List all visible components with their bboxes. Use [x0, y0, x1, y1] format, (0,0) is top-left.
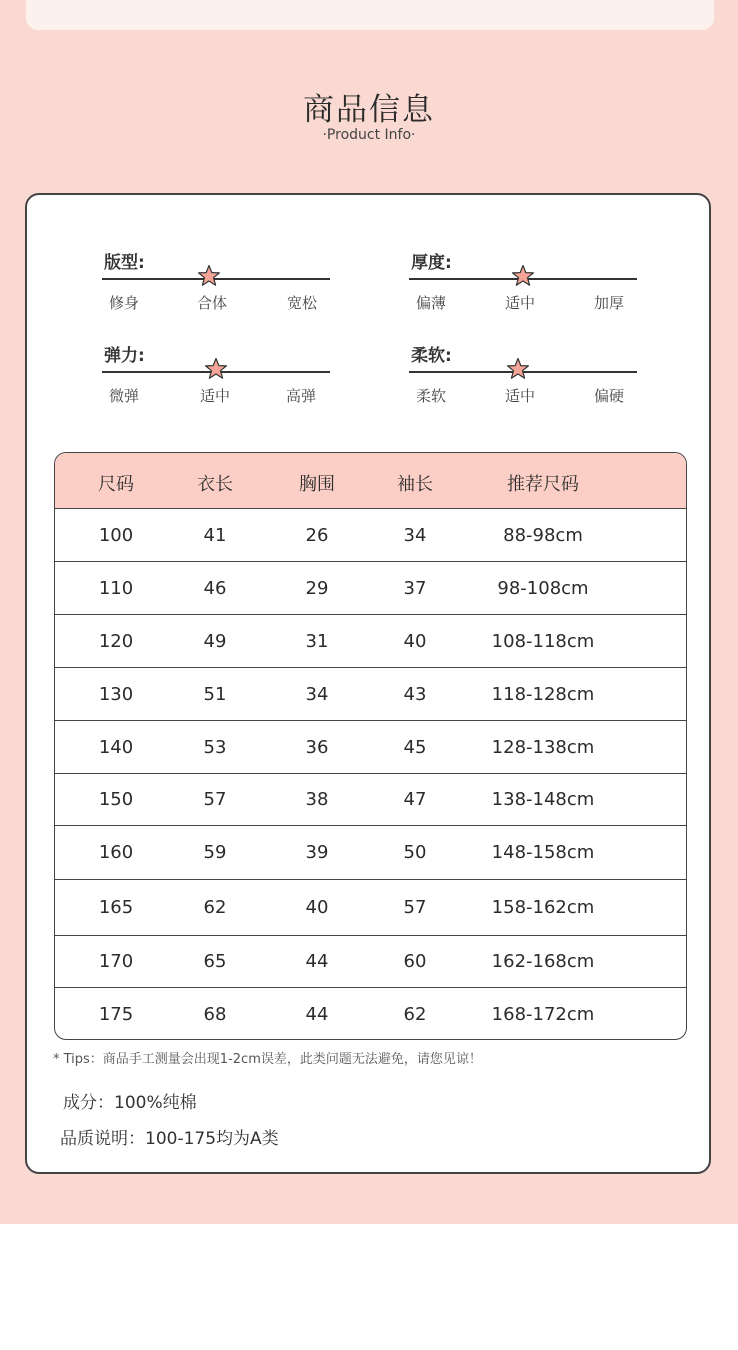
table-cell: 34: [403, 525, 427, 546]
table-cell: 39: [305, 842, 329, 863]
table-cell: 44: [305, 1004, 329, 1025]
attribute-thickness: [409, 248, 639, 318]
table-cell: 175: [98, 1004, 134, 1025]
table-row: [55, 509, 686, 562]
table-cell: 46: [203, 578, 227, 599]
star-marker-icon: [506, 357, 530, 381]
table-cell: 59: [203, 842, 227, 863]
table-cell: 34: [305, 684, 329, 705]
attribute-option: 修身: [109, 294, 140, 312]
table-cell: 108-118cm: [491, 631, 595, 652]
table-cell: 49: [203, 631, 227, 652]
quality-text: 品质说明：100-175均为A类: [60, 1129, 279, 1149]
table-row: [55, 936, 686, 988]
table-row: [55, 880, 686, 936]
table-cell: 57: [203, 789, 227, 810]
table-cell: 43: [403, 684, 427, 705]
star-marker-icon: [511, 264, 535, 288]
table-cell: 98-108cm: [497, 578, 589, 599]
attribute-option: 偏硬: [594, 387, 625, 405]
table-cell: 165: [98, 897, 134, 918]
attribute-label: 弹力:: [104, 346, 145, 366]
tips-note: * Tips：商品手工测量会出现1-2cm误差，此类问题无法避免，请您见谅！: [53, 1052, 482, 1067]
table-cell: 68: [203, 1004, 227, 1025]
table-cell: 62: [403, 1004, 427, 1025]
star-marker-icon: [204, 357, 228, 381]
table-row: [55, 562, 686, 615]
table-cell: 110: [98, 578, 134, 599]
attribute-fit: [102, 248, 332, 318]
composition-text: 成分：100%纯棉: [63, 1093, 197, 1113]
attribute-option: 加厚: [594, 294, 625, 312]
table-cell: 160: [98, 842, 134, 863]
table-cell: 148-158cm: [491, 842, 595, 863]
table-cell: 45: [403, 737, 427, 758]
table-cell: 51: [203, 684, 227, 705]
table-cell: 170: [98, 951, 134, 972]
size-table: [54, 452, 687, 1040]
table-cell: 41: [203, 525, 227, 546]
attribute-label: 版型:: [104, 253, 145, 273]
table-cell: 162-168cm: [491, 951, 595, 972]
table-cell: 36: [305, 737, 329, 758]
table-header-row: [55, 453, 686, 509]
table-cell: 120: [98, 631, 134, 652]
table-cell: 53: [203, 737, 227, 758]
attribute-elasticity: [102, 341, 332, 411]
table-cell: 37: [403, 578, 427, 599]
table-row: [55, 615, 686, 668]
table-cell: 118-128cm: [491, 684, 595, 705]
table-cell: 47: [403, 789, 427, 810]
table-cell: 158-162cm: [491, 897, 595, 918]
column-header: 胸围: [299, 474, 335, 495]
table-cell: 65: [203, 951, 227, 972]
attribute-option: 合体: [197, 294, 228, 312]
attribute-option: 柔软: [416, 387, 447, 405]
table-cell: 50: [403, 842, 427, 863]
top-banner-strip: [26, 0, 714, 30]
table-cell: 38: [305, 789, 329, 810]
table-cell: 88-98cm: [503, 525, 583, 546]
table-row: [55, 826, 686, 880]
attribute-option: 宽松: [287, 294, 318, 312]
table-cell: 140: [98, 737, 134, 758]
attribute-softness: [409, 341, 639, 411]
table-cell: 168-172cm: [491, 1004, 595, 1025]
table-row: [55, 774, 686, 826]
table-cell: 40: [403, 631, 427, 652]
attribute-option: 适中: [200, 387, 231, 405]
table-row: [55, 721, 686, 774]
column-header: 衣长: [197, 474, 233, 495]
product-info-card: [25, 193, 711, 1174]
attribute-option: 适中: [505, 387, 536, 405]
attribute-label: 厚度:: [411, 253, 452, 273]
attribute-option: 高弹: [286, 387, 317, 405]
attribute-option: 适中: [505, 294, 536, 312]
attribute-option: 微弹: [109, 387, 140, 405]
column-header: 尺码: [98, 474, 134, 495]
table-row: [55, 668, 686, 721]
column-header: 袖长: [397, 474, 433, 495]
table-cell: 31: [305, 631, 329, 652]
attribute-option: 偏薄: [416, 294, 447, 312]
table-cell: 100: [98, 525, 134, 546]
table-cell: 40: [305, 897, 329, 918]
page-title: 商品信息: [303, 92, 435, 128]
table-cell: 128-138cm: [491, 737, 595, 758]
table-cell: 60: [403, 951, 427, 972]
attribute-label: 柔软:: [411, 346, 452, 366]
table-cell: 150: [98, 789, 134, 810]
table-cell: 138-148cm: [491, 789, 595, 810]
table-cell: 26: [305, 525, 329, 546]
star-marker-icon: [197, 264, 221, 288]
page-subtitle: ·Product Info·: [322, 127, 416, 143]
table-row: [55, 988, 686, 1040]
column-header: 推荐尺码: [507, 474, 579, 495]
table-cell: 57: [403, 897, 427, 918]
table-cell: 130: [98, 684, 134, 705]
table-cell: 44: [305, 951, 329, 972]
table-cell: 62: [203, 897, 227, 918]
table-cell: 29: [305, 578, 329, 599]
